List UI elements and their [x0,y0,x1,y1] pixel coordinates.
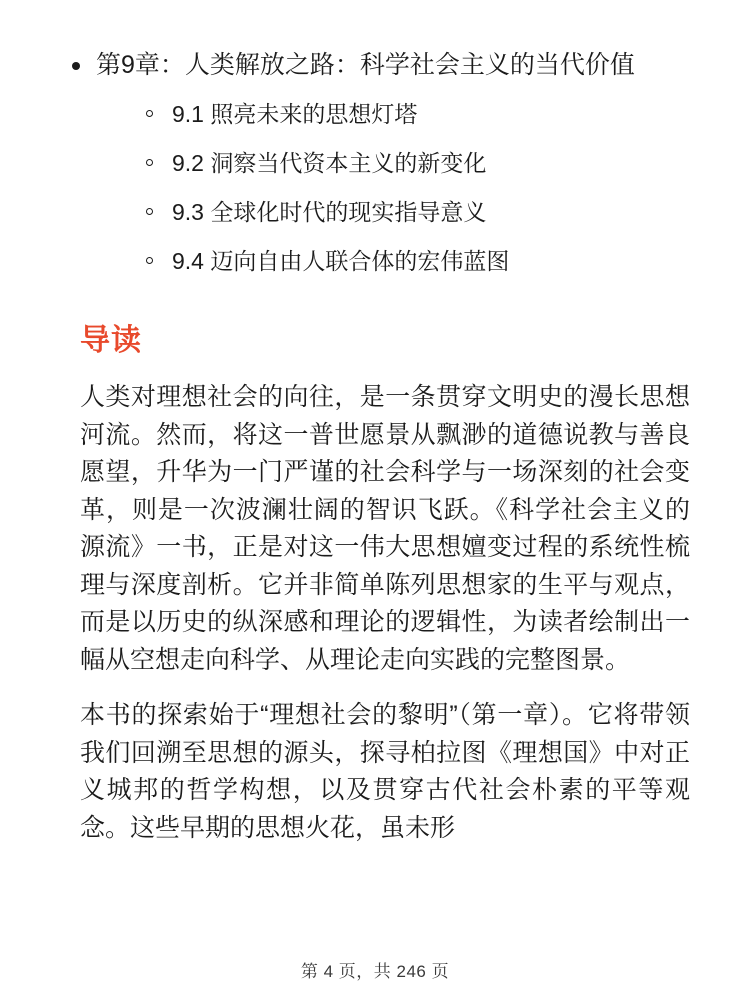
bullet-circle-icon [146,110,153,117]
outline-section-item[interactable] [146,245,692,277]
bullet-circle-icon [146,208,153,215]
outline-section-item[interactable] [146,147,692,179]
outline-section-label: 9.3 全球化时代的现实指导意义 [172,198,487,225]
outline-chapter-label: 第9章：人类解放之路：科学社会主义的当代价值 [96,51,635,79]
outline-section-label: 9.4 迈向自由人联合体的宏伟蓝图 [172,248,510,275]
outline-section-label: 9.1 照亮未来的思想灯塔 [172,100,418,127]
outline-chapter-item[interactable] [58,48,692,277]
body-paragraph: 本书的探索始于“理想社会的黎明”（第一章）。它将带领我们回溯至思想的源头，探寻柏拉图《理想国》中对正义城邦的哲学构想，以及贯穿古代社会朴素的平等观念。这些早期的思想火花，虽未形 [80,701,690,842]
outline-sublist [96,98,692,278]
outline-list [58,48,692,277]
page-footer: 第 4 页，共 246 页 [300,962,450,981]
outline-section-label: 9.2 洞察当代资本主义的新变化 [172,149,487,176]
outline-section-item[interactable] [146,196,692,228]
bullet-disc-icon [72,62,80,70]
body-paragraph: 人类对理想社会的向往，是一条贯穿文明史的漫长思想河流。然而，将这一普世愿景从飘渺的道德说教与善良愿望，升华为一门严谨的社会科学与一场深刻的社会变革，则是一次波澜壮阔的智识飞跃。《科学社会主义的源流》一书，正是对这一伟大思想嬗变过程的系统性梳理与深度剖析。它并非简单陈列思想家的生平与观点，而是以历史的纵深感和理论的逻辑性，为读者绘制出一幅从空想走向科学、从理论走向实践的完整图景。 [80,383,690,674]
bullet-circle-icon [146,159,153,166]
bullet-circle-icon [146,257,153,264]
section-heading: 导读 [80,324,142,358]
outline-section-item[interactable] [146,98,692,130]
